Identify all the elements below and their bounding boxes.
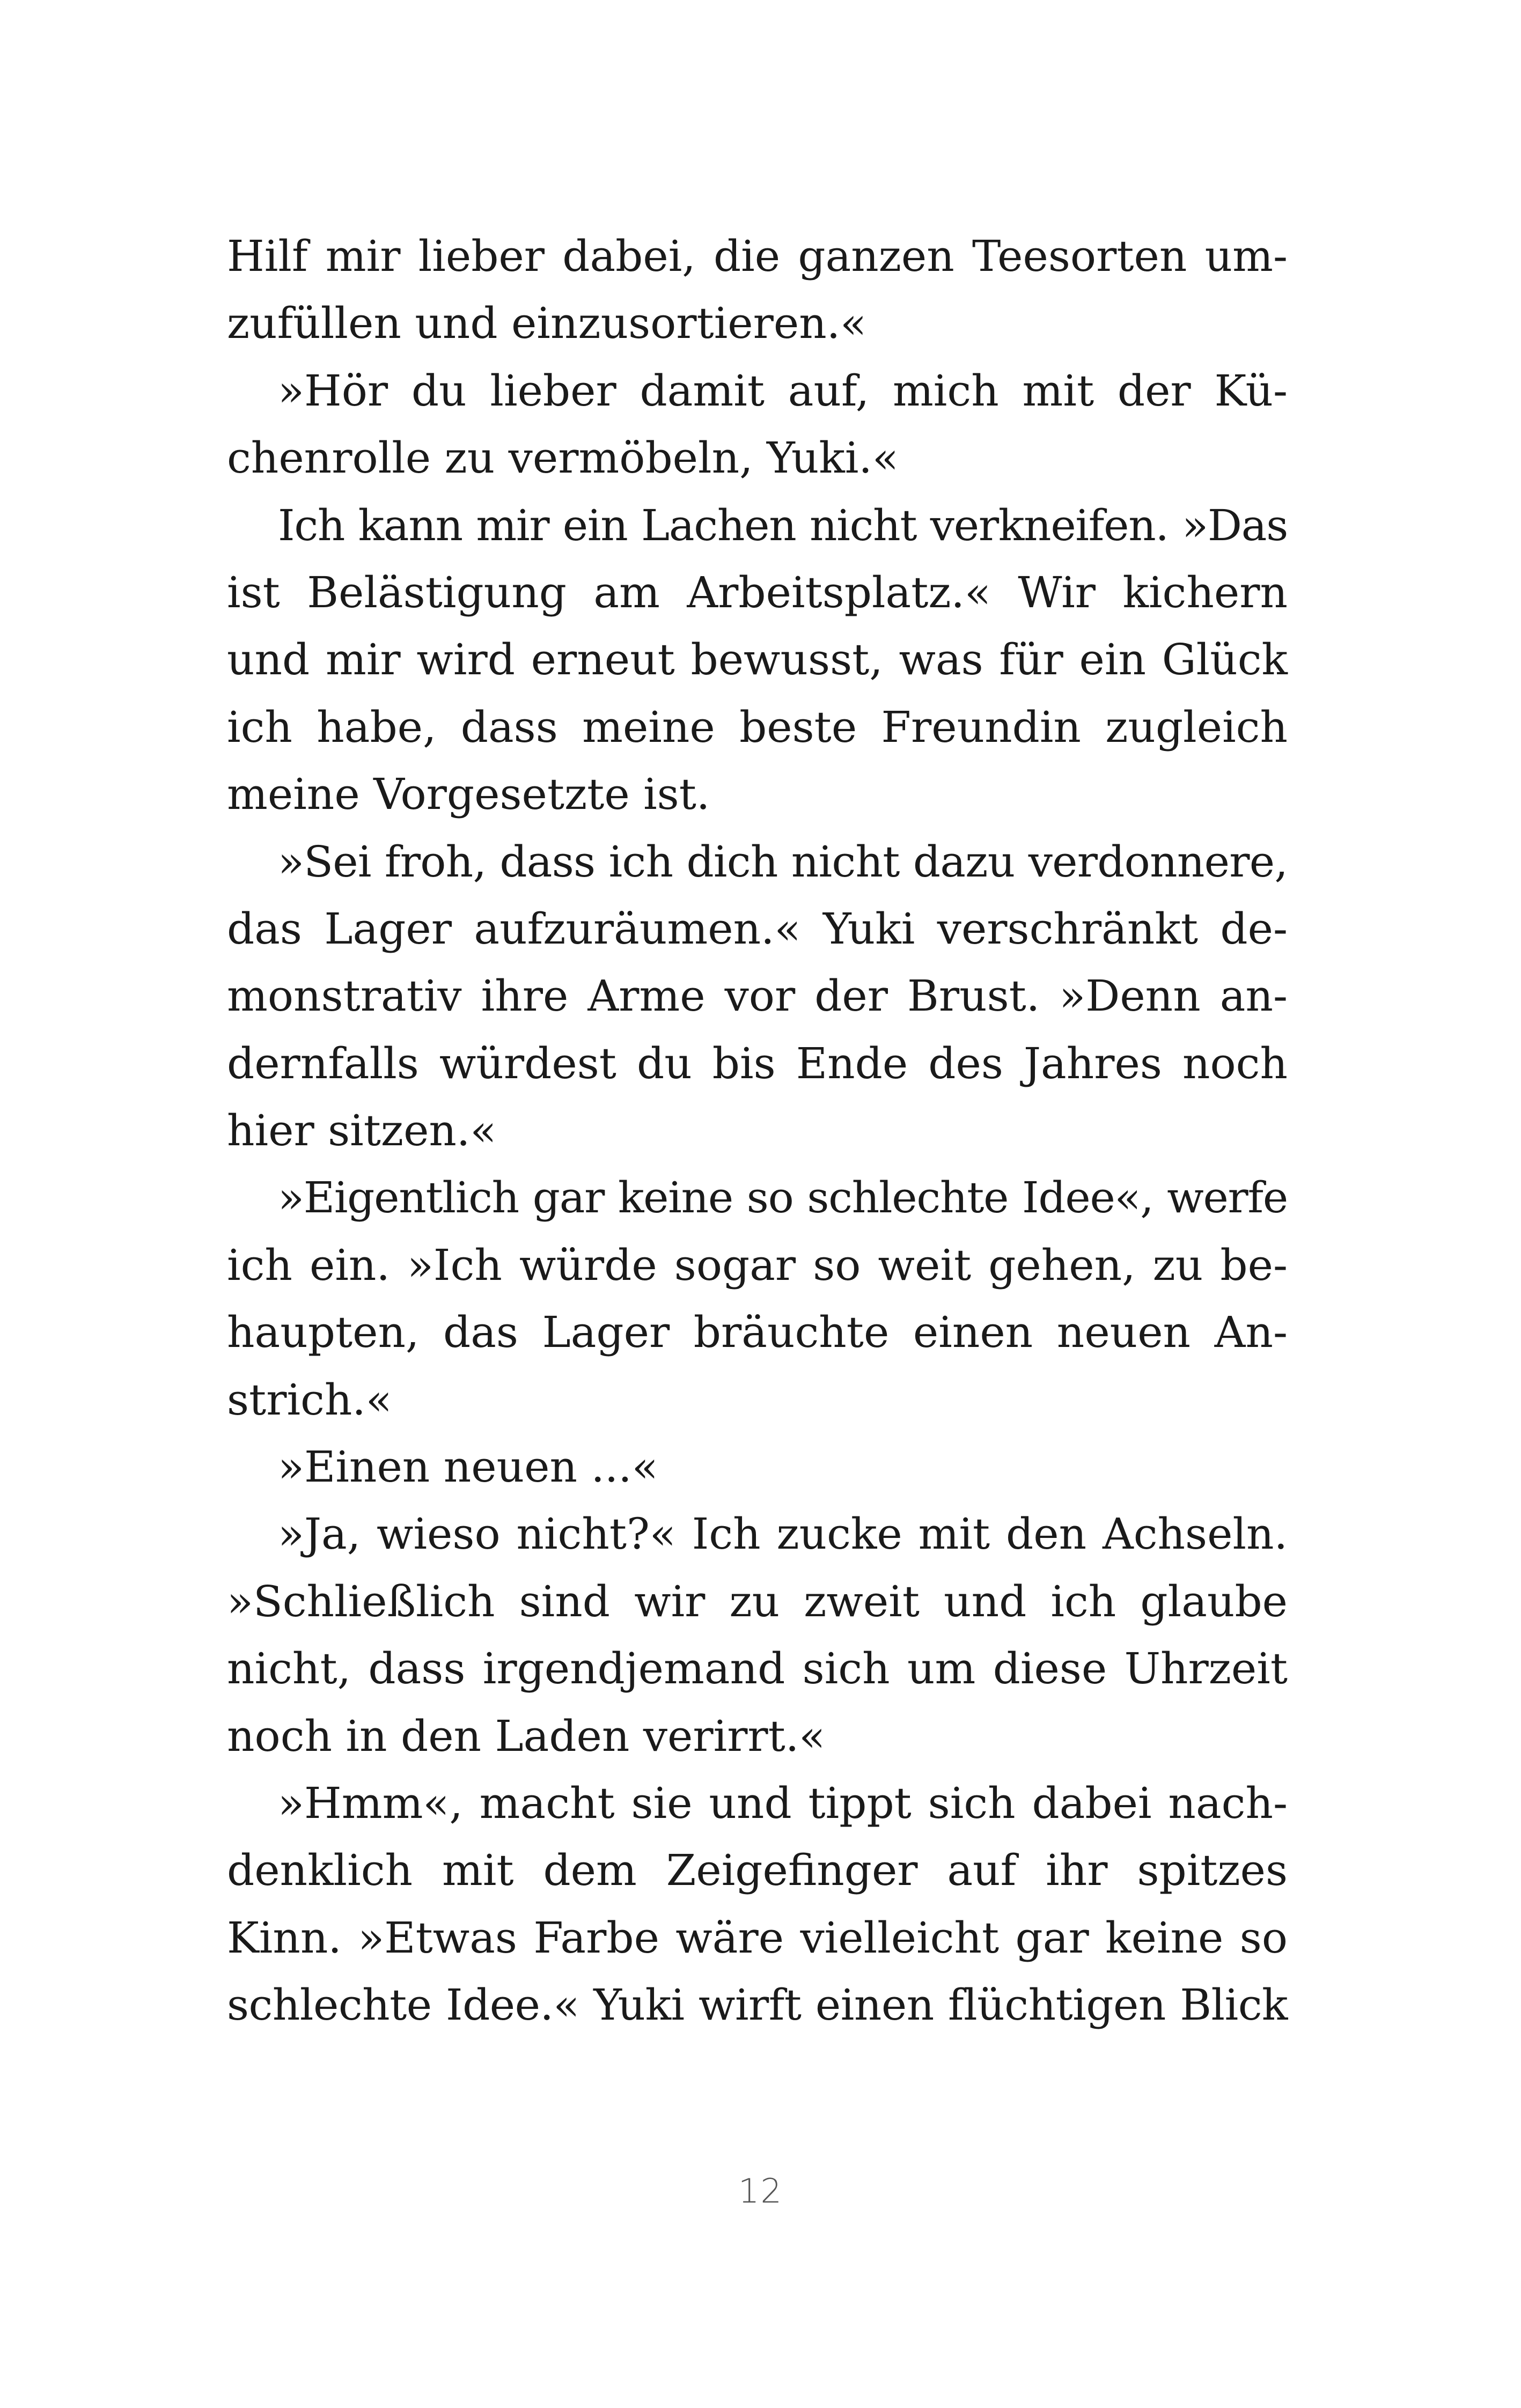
- text-line: und mir wird erneut bewusst, was für ein Glück: [227, 635, 1288, 685]
- text-line: »Eigentlich gar keine so schlechte Idee«, werfe: [278, 1173, 1288, 1223]
- text-line: monstrativ ihre Arme vor der Brust. »Denn an-: [227, 971, 1288, 1021]
- text-line: Ich kann mir ein Lachen nicht verkneifen. »Das: [278, 500, 1288, 550]
- text-line: chenrolle zu vermöbeln, Yuki.«: [227, 433, 899, 483]
- text-line: das Lager aufzuräumen.« Yuki verschränkt de-: [227, 903, 1288, 954]
- body-text: [227, 223, 1288, 2039]
- text-line: zufüllen und einzusortieren.«: [227, 298, 867, 349]
- text-line: Hilf mir lieber dabei, die ganzen Teesorten um-: [227, 231, 1288, 281]
- text-line: »Einen neuen ...«: [278, 1442, 658, 1492]
- text-line: »Ja, wieso nicht?« Ich zucke mit den Achseln.: [278, 1509, 1288, 1559]
- text-line: strich.«: [227, 1374, 392, 1425]
- text-line: »Sei froh, dass ich dich nicht dazu verdonnere,: [278, 836, 1288, 887]
- text-line: nicht, dass irgendjemand sich um diese Uhrzeit: [227, 1644, 1288, 1694]
- text-line: »Hmm«, macht sie und tippt sich dabei nach-: [278, 1778, 1288, 1828]
- text-line: haupten, das Lager bräuchte einen neuen An-: [227, 1307, 1288, 1358]
- text-line: schlechte Idee.« Yuki wirft einen flüchtigen Blick: [227, 1980, 1288, 2030]
- text-line: ist Belästigung am Arbeitsplatz.« Wir kichern: [227, 567, 1288, 617]
- text-line: dernfalls würdest du bis Ende des Jahres noch: [227, 1038, 1288, 1088]
- text-line: ich ein. »Ich würde sogar so weit gehen, zu be-: [227, 1240, 1288, 1290]
- text-line: »Schließlich sind wir zu zweit und ich glaube: [227, 1576, 1288, 1626]
- text-line: Kinn. »Etwas Farbe wäre vielleicht gar keine so: [227, 1912, 1288, 1963]
- text-line: noch in den Laden verirrt.«: [227, 1711, 826, 1761]
- text-line: »Hör du lieber damit auf, mich mit der Kü-: [278, 365, 1288, 416]
- text-line: hier sitzen.«: [227, 1106, 497, 1156]
- page-number: 12: [738, 2171, 783, 2211]
- text-line: denklich mit dem Zeigefinger auf ihr spitzes: [227, 1845, 1288, 1896]
- text-line: ich habe, dass meine beste Freundin zugleich: [227, 702, 1288, 752]
- text-line: meine Vorgesetzte ist.: [227, 769, 710, 820]
